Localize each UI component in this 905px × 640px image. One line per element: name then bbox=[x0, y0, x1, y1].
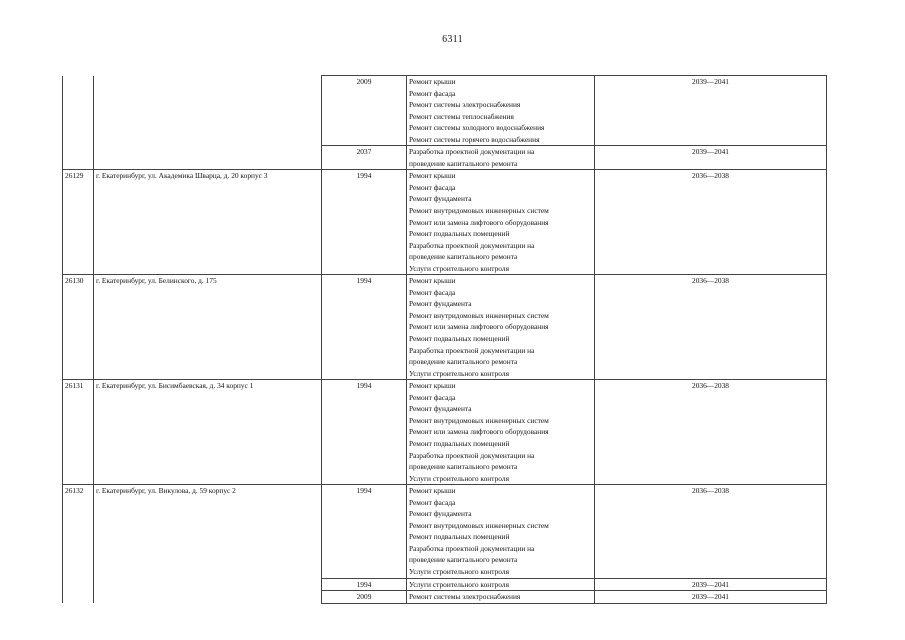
work-item: Ремонт системы теплоснабжения bbox=[409, 111, 514, 121]
year-cell: 2009 bbox=[322, 591, 407, 604]
work-item: проведение капитального ремонта bbox=[409, 252, 518, 262]
object-id-cell bbox=[63, 76, 94, 146]
work-item: Ремонт крыши bbox=[409, 486, 456, 496]
object-id-cell bbox=[63, 146, 94, 170]
object-id-cell: 26132 bbox=[63, 485, 94, 578]
work-item: Ремонт подвальных помещений bbox=[409, 532, 510, 542]
address-cell: г. Екатеринбург, ул. Белинского, д. 175 bbox=[94, 275, 322, 380]
object-id-cell: 26130 bbox=[63, 275, 94, 380]
period-cell: 2036—2038 bbox=[595, 170, 827, 275]
works-cell bbox=[407, 485, 595, 578]
work-item: проведение капитального ремонта bbox=[409, 555, 518, 565]
period-cell: 2039—2041 bbox=[595, 146, 827, 170]
address-cell bbox=[94, 146, 322, 170]
work-item: Ремонт фундамента bbox=[409, 299, 472, 309]
works-cell bbox=[407, 275, 595, 380]
table-row bbox=[63, 485, 827, 578]
year-cell: 1994 bbox=[322, 578, 407, 591]
work-item: Ремонт подвальных помещений bbox=[409, 229, 510, 239]
work-item: Разработка проектной документации на bbox=[409, 543, 535, 553]
table-row bbox=[63, 578, 827, 591]
address-cell: г. Екатеринбург, ул. Академика Шварца, д. 20 корпус 3 bbox=[94, 170, 322, 275]
work-item: Ремонт внутридомовых инженерных систем bbox=[409, 310, 549, 320]
table-row bbox=[63, 591, 827, 604]
period-cell: 2039—2041 bbox=[595, 578, 827, 591]
works-cell bbox=[407, 578, 595, 591]
work-item: Ремонт или замена лифтового оборудования bbox=[409, 427, 549, 437]
work-item: Услуги строительного контроля bbox=[409, 263, 509, 273]
works-cell bbox=[407, 380, 595, 485]
work-item: Услуги строительного контроля bbox=[409, 579, 509, 589]
year-cell: 1994 bbox=[322, 275, 407, 380]
page-number: 6311 bbox=[442, 34, 463, 45]
works-cell bbox=[407, 76, 595, 146]
work-item: Ремонт фундамента bbox=[409, 194, 472, 204]
table-row bbox=[63, 76, 827, 146]
work-item: Разработка проектной документации на bbox=[409, 450, 535, 460]
work-item: Ремонт подвальных помещений bbox=[409, 438, 510, 448]
table-row bbox=[63, 380, 827, 485]
period-cell: 2039—2041 bbox=[595, 76, 827, 146]
year-cell: 1994 bbox=[322, 380, 407, 485]
object-id-cell: 26129 bbox=[63, 170, 94, 275]
works-cell bbox=[407, 170, 595, 275]
work-item: Ремонт или замена лифтового оборудования bbox=[409, 322, 549, 332]
work-item: Ремонт системы холодного водоснабжения bbox=[409, 123, 545, 133]
work-item: Ремонт фасада bbox=[409, 392, 456, 402]
year-cell: 2009 bbox=[322, 76, 407, 146]
year-cell: 1994 bbox=[322, 485, 407, 578]
table-body bbox=[63, 76, 827, 604]
work-item: Ремонт крыши bbox=[409, 171, 456, 181]
year-cell: 1994 bbox=[322, 170, 407, 275]
work-item: Ремонт внутридомовых инженерных систем bbox=[409, 520, 549, 530]
capital-repair-table bbox=[62, 75, 827, 604]
work-item: Разработка проектной документации на bbox=[409, 147, 535, 157]
object-id-cell bbox=[63, 591, 94, 604]
work-item: Услуги строительного контроля bbox=[409, 473, 509, 483]
work-item: Ремонт системы горячего водоснабжения bbox=[409, 134, 540, 144]
work-item: проведение капитального ремонта bbox=[409, 462, 518, 472]
table-row bbox=[63, 146, 827, 170]
period-cell: 2036—2038 bbox=[595, 485, 827, 578]
work-item: проведение капитального ремонта bbox=[409, 357, 518, 367]
work-item: Ремонт внутридомовых инженерных систем bbox=[409, 206, 549, 216]
work-item: Ремонт или замена лифтового оборудования bbox=[409, 217, 549, 227]
address-cell: г. Екатеринбург, ул. Викулова, д. 59 корпус 2 bbox=[94, 485, 322, 578]
address-cell bbox=[94, 578, 322, 591]
work-item: Услуги строительного контроля bbox=[409, 368, 509, 378]
period-cell: 2039—2041 bbox=[595, 591, 827, 604]
work-item: Ремонт системы электроснабжения bbox=[409, 592, 521, 602]
year-cell: 2037 bbox=[322, 146, 407, 170]
work-item: Ремонт подвальных помещений bbox=[409, 334, 510, 344]
period-cell: 2036—2038 bbox=[595, 275, 827, 380]
work-item: Ремонт внутридомовых инженерных систем bbox=[409, 415, 549, 425]
work-item: Ремонт фундамента bbox=[409, 509, 472, 519]
work-item: проведение капитального ремонта bbox=[409, 158, 518, 168]
address-cell: г. Екатеринбург, ул. Бисимбаевская, д. 34 корпус 1 bbox=[94, 380, 322, 485]
work-item: Ремонт фасада bbox=[409, 88, 456, 98]
work-item: Ремонт фундамента bbox=[409, 404, 472, 414]
work-item: Разработка проектной документации на bbox=[409, 240, 535, 250]
period-cell: 2036—2038 bbox=[595, 380, 827, 485]
work-item: Услуги строительного контроля bbox=[409, 566, 509, 576]
table-row bbox=[63, 275, 827, 380]
work-item: Ремонт крыши bbox=[409, 276, 456, 286]
address-cell bbox=[94, 76, 322, 146]
works-cell bbox=[407, 591, 595, 604]
work-item: Ремонт фасада bbox=[409, 287, 456, 297]
work-item: Ремонт фасада bbox=[409, 182, 456, 192]
work-item: Ремонт фасада bbox=[409, 497, 456, 507]
work-item: Ремонт крыши bbox=[409, 77, 456, 86]
table-row bbox=[63, 170, 827, 275]
work-item: Ремонт крыши bbox=[409, 381, 456, 391]
address-cell bbox=[94, 591, 322, 604]
object-id-cell bbox=[63, 578, 94, 591]
object-id-cell: 26131 bbox=[63, 380, 94, 485]
work-item: Ремонт системы электроснабжения bbox=[409, 100, 521, 110]
work-item: Разработка проектной документации на bbox=[409, 345, 535, 355]
works-cell bbox=[407, 146, 595, 170]
